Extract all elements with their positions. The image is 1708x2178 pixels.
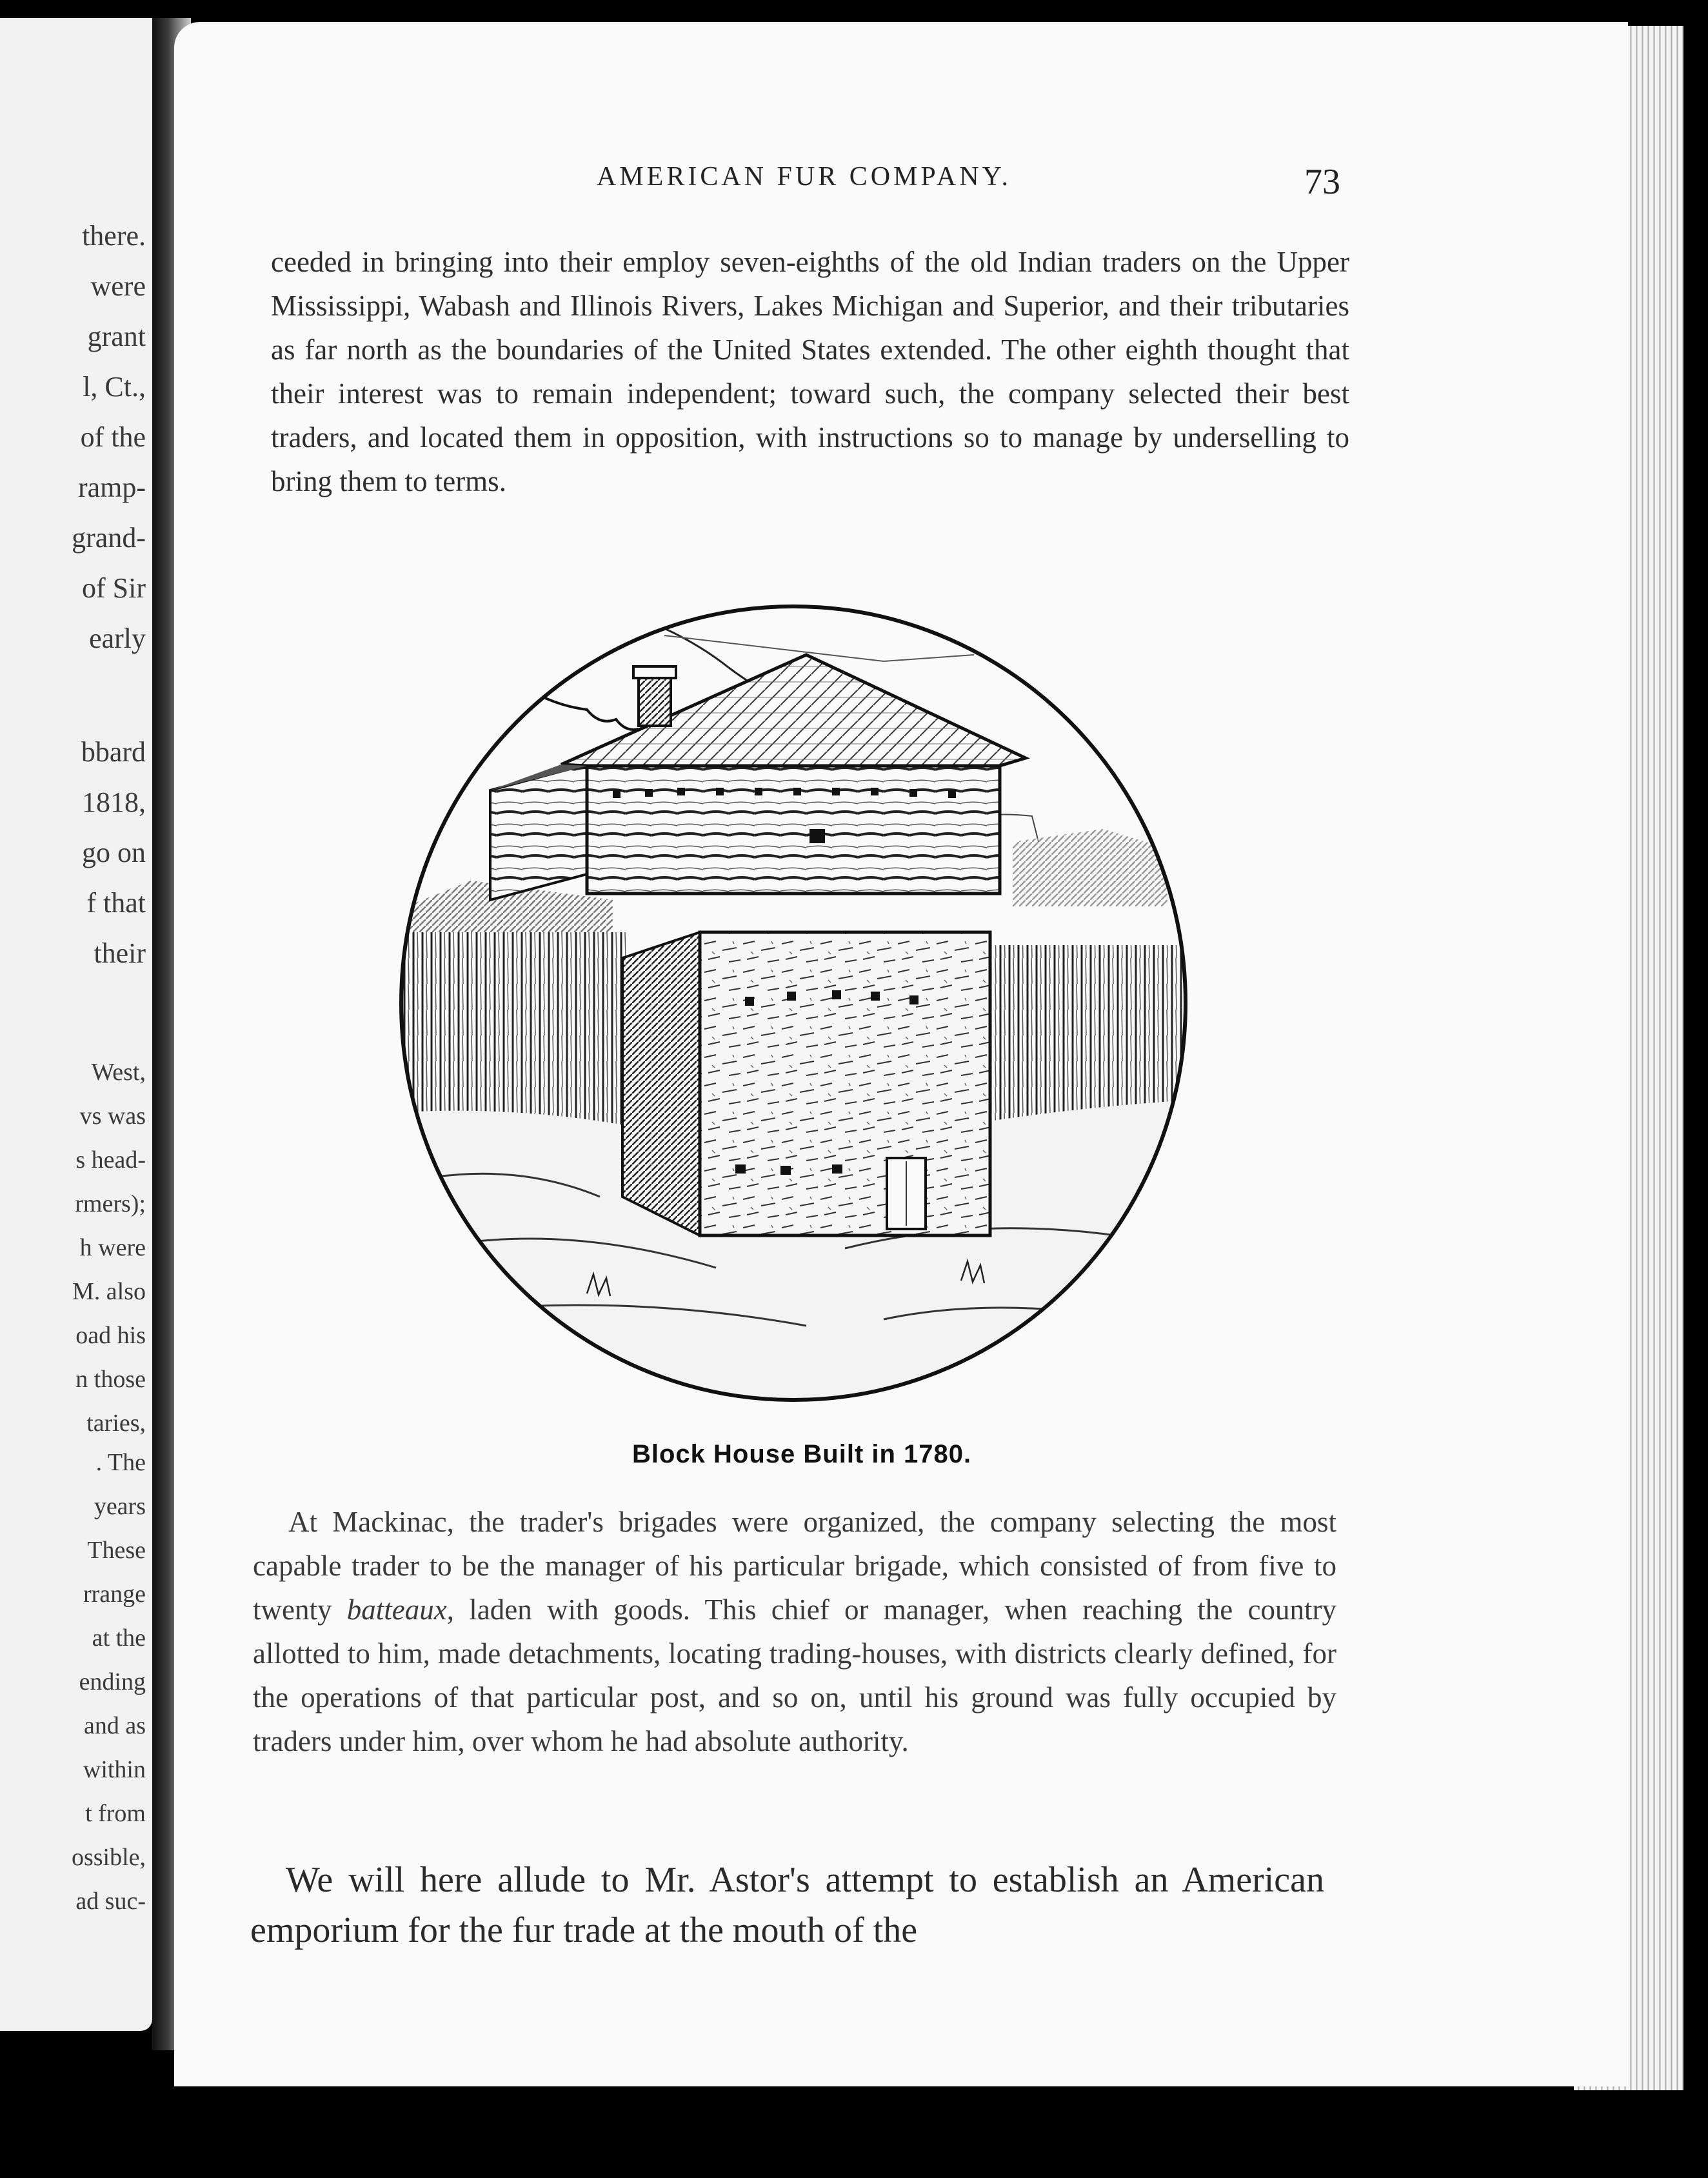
facing-page-text-fragment: bbard (81, 736, 146, 768)
facing-page-text-fragment: were (90, 270, 146, 302)
facing-page-text-fragment: oad his (75, 1322, 146, 1349)
facing-page-text-fragment: h were (79, 1234, 146, 1261)
facing-page-text-fragment: taries, (86, 1410, 146, 1437)
facing-page-text-fragment: West, (91, 1059, 146, 1086)
paragraph: ceeded in bringing into their employ seven-eighths of the old Indian traders on the Upper Mississippi, Wabash and Illinois Rivers, Lakes Michigan and Superior, and their tributaries as far north as the boundaries of the United States extended. The other eighth thought that their interest was to remain independent; toward such, the company selected their best traders, and located them in opposition, with instructions so to manage by underselling to bring them to terms. (271, 246, 1349, 497)
facing-page-text-fragment: there. (82, 220, 146, 252)
facing-page-text-fragment: l, Ct., (83, 371, 146, 403)
running-head: AMERICAN FUR COMPANY. (597, 162, 1011, 192)
facing-page-text-fragment: of Sir (82, 572, 146, 604)
facing-page-text-fragment: f that (86, 887, 146, 919)
facing-page-text-fragment: s head- (75, 1146, 146, 1174)
facing-page (0, 18, 152, 2031)
paragraph (253, 1500, 1336, 1763)
facing-page-text-fragment: grant (87, 321, 146, 352)
facing-page-text-fragment: . The (95, 1449, 146, 1476)
facing-page-text-fragment: M. also (72, 1278, 146, 1305)
page-number: 73 (1304, 162, 1340, 202)
facing-page-text-fragment: and as (83, 1712, 146, 1739)
facing-page-text-fragment: at the (92, 1624, 146, 1652)
facing-page-text-fragment: ad suc- (75, 1888, 146, 1915)
facing-page-text-fragment: early (89, 623, 146, 654)
facing-page-text-fragment: rmers); (75, 1190, 146, 1217)
facing-page-text-fragment: t from (85, 1800, 146, 1827)
facing-page-text-fragment: grand- (72, 522, 146, 554)
facing-page-text-fragment: their (94, 937, 146, 969)
engraving-image (393, 597, 1193, 1410)
paragraph-text: At Mackinac, the trader's brigades were organized, the company selecting the most capable trader to be the manager of his particular brigade, which consisted of from five to twenty (253, 1506, 1336, 1626)
block-house-illustration (393, 597, 1193, 1410)
facing-page-text-fragment: go on (82, 837, 146, 868)
facing-page-text-fragment: These (87, 1537, 146, 1564)
facing-page-text-fragment: ending (79, 1668, 146, 1695)
paragraph: We will here allude to Mr. Astor's attempt to establish an American emporium for the fur trade at the mouth of the (250, 1860, 1324, 1950)
facing-page-text-fragment: rrange (83, 1581, 146, 1608)
facing-page-text-fragment: ramp- (77, 472, 146, 503)
figure-caption: Block House Built in 1780. (632, 1440, 972, 1468)
facing-page-text-fragment: years (94, 1493, 146, 1520)
facing-page-text-fragment: 1818, (82, 786, 146, 818)
facing-page-text-fragment: n those (75, 1366, 146, 1393)
facing-page-text-fragment: ossible, (71, 1844, 146, 1871)
facing-page-text-fragment: of the (80, 421, 146, 453)
facing-page-text-fragment: vs was (79, 1103, 146, 1130)
facing-page-text-fragment: within (83, 1756, 146, 1783)
paragraph-text: , laden with goods. This chief or manager, when reaching the country allotted to him, made detachments, locating trading-houses, with districts clearly defined, for the operations of that particular post, and so on, until his ground was fully occupied by traders under him, over whom he had absolute authority. (253, 1594, 1336, 1757)
italic-term: batteaux (346, 1594, 447, 1626)
